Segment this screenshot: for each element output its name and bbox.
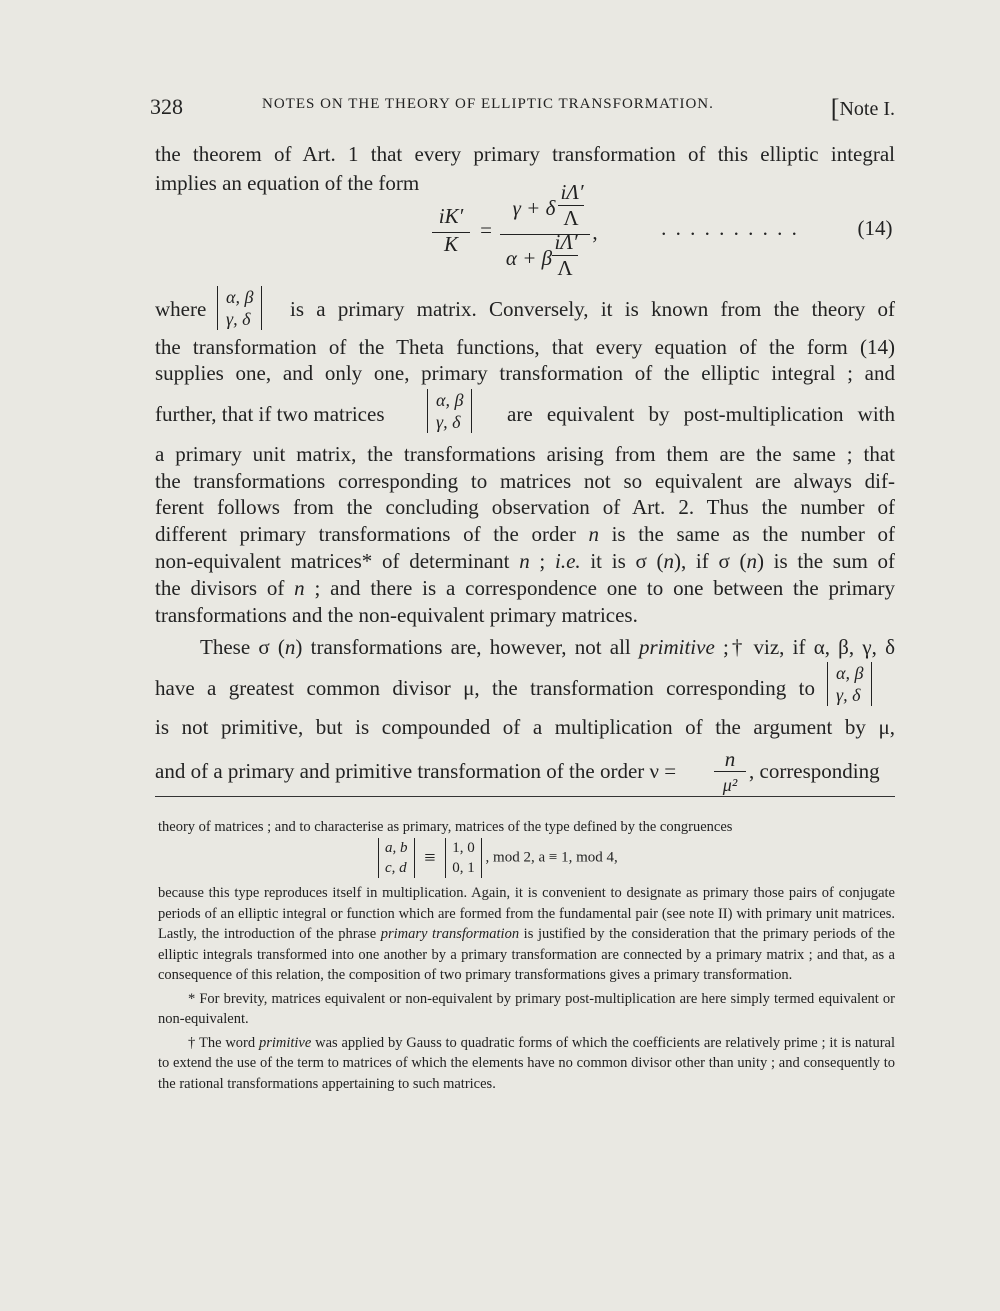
fn-matrix-abcd xyxy=(378,838,415,878)
footnote-rule xyxy=(155,796,895,797)
l11-n3: n xyxy=(746,549,757,573)
eq-num-part xyxy=(504,196,564,221)
l14-primitive: primitive xyxy=(638,635,715,659)
line6-a: further, that if two matrices xyxy=(155,402,385,426)
body-line-5: supplies one, and only one, primary transformation of the elliptic integral ; and xyxy=(155,361,895,385)
l11-n: n xyxy=(519,549,530,573)
equals-sign: = xyxy=(480,218,492,242)
body-line-11 xyxy=(155,548,895,574)
eq-comma: , xyxy=(592,220,598,244)
footnote-line-1: theory of matrices ; and to characterise as primary, matrices of the type defined by the congruences xyxy=(158,819,733,835)
page-number: 328 xyxy=(150,94,183,119)
body-line-1: the theorem of Art. 1 that every primary transformation of this elliptic integral xyxy=(155,142,895,166)
eq-den-small-num-text: iΛ′ xyxy=(554,230,578,254)
nu-frac-den xyxy=(713,772,747,798)
eq-den-a: α + β xyxy=(505,246,553,270)
matrix-1 xyxy=(217,286,262,330)
matrix-1-row-1: α, β xyxy=(226,287,254,307)
fn-p3-b: was applied by Gauss to quadratic forms of which the coefficients are relatively prime ; it is natural to extend the use of the term to matrices of which the elements have no common divisor other than unity ; and consequently to the rational transformations appertaining to such matrices. xyxy=(158,1034,895,1092)
eq-label: (14) xyxy=(857,216,893,240)
eq-den-small-den: Λ xyxy=(557,256,573,280)
eq-num-small-den: Λ xyxy=(563,206,579,230)
note-bracket: [ xyxy=(830,94,840,123)
body-line-4: the transformation of the Theta functions, that every equation of the form (14) xyxy=(155,335,895,359)
note-label xyxy=(831,92,895,122)
body-line-13: transformations and the non-equivalent primary matrices. xyxy=(155,603,638,627)
footnote-star: * For brevity, matrices equivalent or non-equivalent by primary post-multiplication are here simply termed equivalent or non-equivalent. xyxy=(158,990,895,1027)
fn-p3-a: † The word xyxy=(188,1034,259,1051)
l11-b: ; xyxy=(529,549,555,573)
fn-m2-r1: 1, 0 xyxy=(452,840,475,856)
note-text: Note I. xyxy=(839,98,895,120)
lhs-den-text: K xyxy=(443,232,458,256)
nu-frac-num xyxy=(713,746,747,772)
l10-n: n xyxy=(588,522,599,546)
eq-den-small-num xyxy=(552,230,580,255)
l12-b: ; and there is a correspondence one to one between the primary xyxy=(304,576,895,600)
running-title: NOTES ON THE THEORY OF ELLIPTIC TRANSFORMATION. xyxy=(262,96,714,112)
l11-n2: n xyxy=(663,549,674,573)
eq-num-small-num-text: iΛ′ xyxy=(560,180,584,204)
line17-a: and of a primary and primitive transformation of the order ν = xyxy=(155,759,677,783)
body-line-16: is not primitive, but is compounded of a multiplication of the argument by μ, xyxy=(155,715,895,739)
fn-m1-r2: c, d xyxy=(385,860,407,876)
l14-a: These σ ( xyxy=(200,635,285,659)
l10-a: different primary transformations of the order xyxy=(155,522,589,546)
fn-equiv: ≡ xyxy=(424,846,436,869)
fn-m1-r1: a, b xyxy=(385,840,408,856)
matrix-3 xyxy=(827,662,872,706)
fn-mod-text: , mod 2, a ≡ 1, mod 4, xyxy=(485,849,618,866)
lhs-denominator xyxy=(432,232,470,257)
l11-e: ) is the sum of xyxy=(756,549,895,573)
running-header xyxy=(150,90,895,123)
line15-text: have a greatest common divisor μ, the transformation corresponding to xyxy=(155,676,815,700)
body-line-2: implies an equation of the form xyxy=(155,171,420,195)
matrix-3-bars xyxy=(827,662,872,706)
body-line-8: the transformations corresponding to matrices not so equivalent are always dif- xyxy=(155,469,895,493)
footnote-dagger xyxy=(158,1033,895,1095)
body-line-14 xyxy=(200,634,895,660)
l11-d: ), if σ ( xyxy=(673,549,747,573)
l11-a: non-equivalent matrices* of determinant xyxy=(155,549,520,573)
where-rest: is a primary matrix. Conversely, it is known from the theory of xyxy=(290,297,895,321)
eq-num-small-num xyxy=(558,180,586,205)
l14-c: ;† viz, if α, β, γ, δ xyxy=(714,635,895,659)
equation-14 xyxy=(430,182,900,282)
lhs-num-text: iK′ xyxy=(438,204,464,228)
fn-matrix-unit xyxy=(445,838,482,878)
matrix-2-row-2: γ, δ xyxy=(436,412,461,432)
line6-b: are equivalent by post-multiplication with xyxy=(507,402,895,426)
l10-b: is the same as the number of xyxy=(598,522,895,546)
matrix-3-row-1: α, β xyxy=(836,663,864,683)
body-line-10 xyxy=(155,521,895,547)
body-line-12 xyxy=(155,575,895,601)
l12-n: n xyxy=(294,576,305,600)
body-line-15 xyxy=(155,662,895,712)
body-line-6 xyxy=(155,389,895,439)
fn-p1-b: is justified by the consideration that the primary periods of the elliptic integrals transformed into one another by a primary transformation are connected by a primary matrix ; and that, as a consequence of this relation, the composition of two primary transformations gives a primary transformation. xyxy=(158,926,895,983)
lhs-numerator xyxy=(432,204,470,229)
eq-num-a: γ + δ xyxy=(512,196,556,220)
where-word: where xyxy=(155,297,207,321)
matrix-2 xyxy=(427,389,472,433)
footnote-block xyxy=(158,883,895,1094)
l12-a: the divisors of xyxy=(155,576,295,600)
footnote-congruence xyxy=(378,838,618,884)
fn-p3-em: primitive xyxy=(258,1034,312,1051)
body-line-17 xyxy=(155,746,895,796)
fn-m2-r2: 0, 1 xyxy=(452,860,475,876)
body-line-9: ferent follows from the concluding observation of Art. 2. Thus the number of xyxy=(155,495,895,519)
l14-b: ) transformations are, however, not all xyxy=(295,635,639,659)
l11-c: it is σ ( xyxy=(580,549,664,573)
line17-b: , corresponding xyxy=(749,759,880,783)
nu-den: μ² xyxy=(722,775,738,795)
l14-n: n xyxy=(284,635,296,659)
fn-p1-em: primary transformation xyxy=(380,926,520,942)
body-line-7: a primary unit matrix, the transformations arising from them are the same ; that xyxy=(155,442,895,466)
nu-num: n xyxy=(724,747,736,771)
eq-den-part xyxy=(500,246,558,271)
matrix-1-bars xyxy=(217,286,262,330)
matrix-1-row-2: γ, δ xyxy=(226,309,251,329)
l11-ie: i.e. xyxy=(554,549,581,573)
fn-p1-a: because this type reproduces itself in multiplication. Again, it is convenient to designate as primary those pairs of conjugate periods of an elliptic integral or function which are formed from the fundamental pair (see note II) with primary unit matrices. Lastly, the introduction of the phrase xyxy=(158,885,895,942)
matrix-2-row-1: α, β xyxy=(436,390,464,410)
footnote-para-1 xyxy=(158,883,895,986)
eq-leader-dots: . . . . . . . . . . xyxy=(661,216,799,240)
matrix-2-bars xyxy=(427,389,472,433)
body-line-where xyxy=(155,286,895,334)
matrix-3-row-2: γ, δ xyxy=(836,685,861,705)
